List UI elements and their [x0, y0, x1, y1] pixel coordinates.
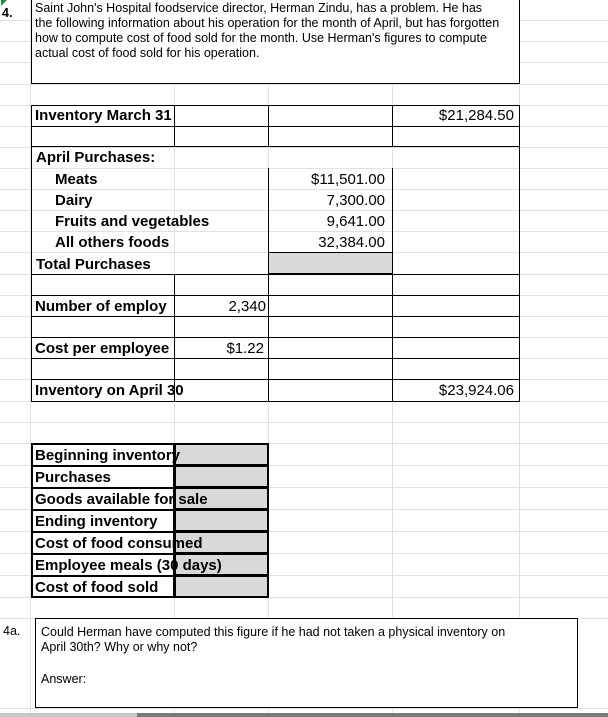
answer-label: Answer:	[41, 672, 87, 686]
summary-input[interactable]	[174, 465, 269, 488]
purchase-item-value[interactable]: 32,384.00	[318, 234, 385, 251]
total-purchases-input[interactable]	[268, 252, 393, 274]
purchases-values-border	[268, 168, 393, 252]
problem-line: how to compute cost of food sold for the month. Use Herman's figures to compute	[35, 31, 487, 45]
inventory-april-value[interactable]: $23,924.06	[438, 382, 514, 399]
problem-line: the following information about his operation for the month of April, but has forgotten	[35, 16, 500, 30]
summary-input[interactable]	[174, 575, 269, 598]
inventory-march-value[interactable]: $21,284.50	[438, 107, 514, 124]
purchase-item-label: Dairy	[55, 192, 93, 209]
sheet-bottom-bar	[0, 713, 608, 717]
purchase-item-value[interactable]: 9,641.00	[326, 213, 385, 230]
problem-text-box	[31, 0, 520, 84]
problem-line: actual cost of food sold for his operation.	[35, 46, 260, 60]
cost-per-employee-value[interactable]: $1.22	[226, 340, 264, 357]
summary-row-label: Cost of food consumed	[35, 535, 203, 552]
purchase-item-label: Meats	[55, 171, 98, 188]
employees-value[interactable]: 2,340	[228, 298, 266, 315]
summary-row-label: Beginning inventory	[35, 447, 181, 464]
horizontal-scrollbar[interactable]	[137, 713, 608, 717]
summary-row-label: Cost of food sold	[35, 579, 159, 596]
purchase-item-label: Fruits and vegetables	[55, 213, 210, 230]
purchases-header: April Purchases:	[36, 149, 156, 166]
problem-line: Saint John's Hospital foodservice director, Herman Zindu, has a problem. He has	[35, 1, 483, 15]
question-number: 4a.	[3, 624, 21, 638]
summary-input[interactable]	[174, 443, 269, 466]
question-line: Could Herman have computed this figure if he had not taken a physical inventory on	[41, 625, 506, 639]
purchase-item-value[interactable]: $11,501.00	[311, 171, 385, 188]
problem-number: 4.	[2, 6, 13, 20]
summary-input[interactable]	[174, 509, 269, 532]
purchase-item-value[interactable]: 7,300.00	[326, 192, 385, 209]
question-box[interactable]	[35, 618, 578, 708]
summary-row-label: Employee meals (30 days)	[35, 557, 222, 574]
summary-row-label: Goods available for sale	[35, 491, 208, 508]
question-line: April 30th? Why or why not?	[41, 640, 198, 654]
cost-per-employee-label: Cost per employee	[35, 340, 170, 357]
inventory-march-label: Inventory March 31	[35, 107, 172, 124]
employees-label: Number of employ	[35, 298, 167, 315]
inventory-april-label: Inventory on April 30	[35, 382, 184, 399]
summary-row-label: Ending inventory	[35, 513, 158, 530]
purchase-item-label: All others foods	[55, 234, 170, 251]
summary-row-label: Purchases	[35, 469, 111, 486]
total-purchases-label: Total Purchases	[36, 256, 151, 273]
